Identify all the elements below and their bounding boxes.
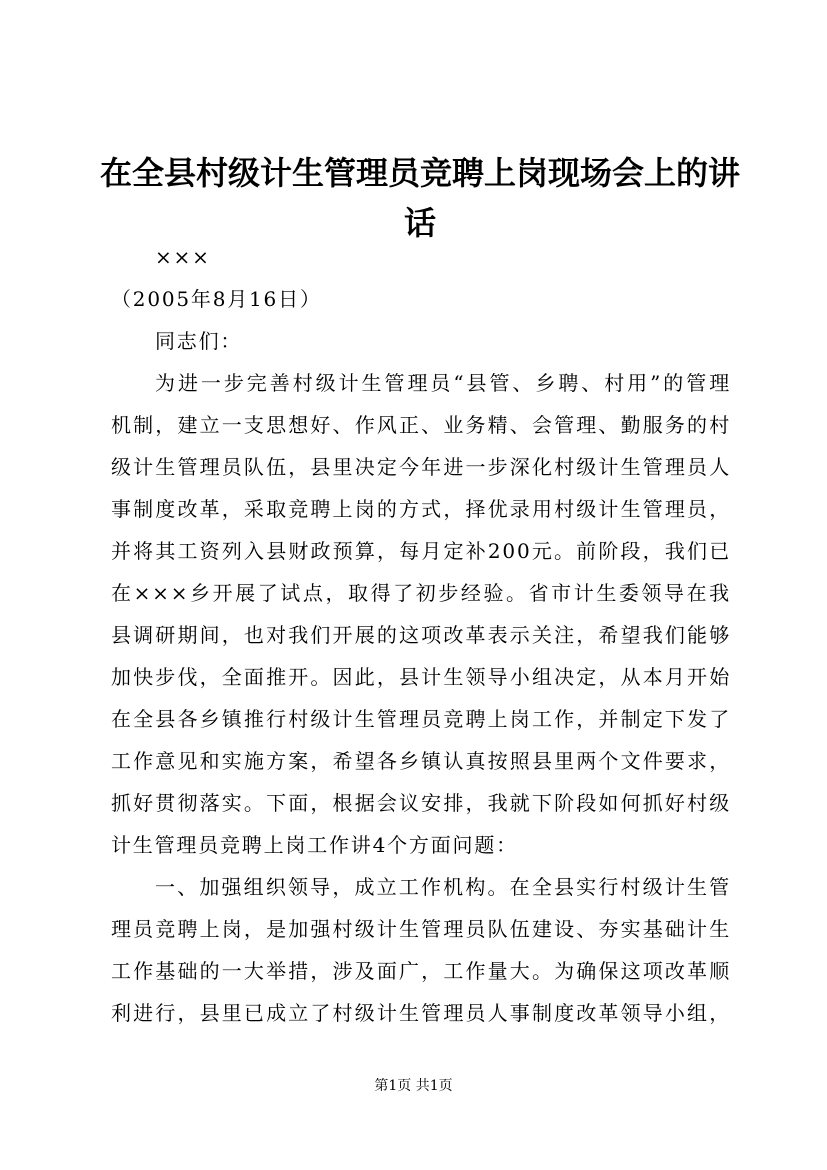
paragraph-line: 级计生管理员队伍，县里决定今年进一步深化村级计生管理员人	[111, 455, 731, 479]
paragraph-line: 并将其工资列入县财政预算，每月定补200元。前阶段，我们已	[111, 539, 731, 563]
page-footer	[0, 1076, 827, 1096]
paragraph-line: 加快步伐，全面推开。因此，县计生领导小组决定，从本月开始	[111, 665, 731, 689]
paragraph-line: 利进行，县里已成立了村级计生管理员人事制度改革领导小组，	[111, 1001, 731, 1025]
paragraph-line: 一、加强组织领导，成立工作机构。在全县实行村级计生管	[155, 875, 731, 899]
paragraph-line: 在全县各乡镇推行村级计生管理员竞聘上岗工作，并制定下发了	[111, 707, 731, 731]
date-line: （2005年8月16日）	[111, 287, 322, 311]
author-line: ×××	[155, 245, 211, 269]
salutation-line: 同志们：	[155, 329, 243, 353]
paragraph-2	[111, 866, 731, 1034]
paragraph-line: 事制度改革，采取竞聘上岗的方式，择优录用村级计生管理员，	[111, 497, 731, 521]
document-title	[100, 148, 740, 248]
paragraph-1	[111, 362, 731, 866]
paragraph-line: 为进一步完善村级计生管理员“县管、乡聘、村用”的管理	[155, 371, 731, 395]
paragraph-line: 机制，建立一支思想好、作风正、业务精、会管理、勤服务的村	[111, 413, 731, 437]
page-number-label: 第1页 共1页	[374, 1078, 453, 1094]
paragraph-line: 工作基础的一大举措，涉及面广，工作量大。为确保这项改革顺	[111, 959, 731, 983]
paragraph-line: 抓好贯彻落实。下面，根据会议安排，我就下阶段如何抓好村级	[111, 791, 731, 815]
paragraph-line: 工作意见和实施方案，希望各乡镇认真按照县里两个文件要求，	[111, 749, 731, 773]
paragraph-line: 理员竞聘上岗，是加强村级计生管理员队伍建设、夯实基础计生	[111, 917, 731, 941]
document-body	[111, 236, 731, 1034]
paragraph-line: 县调研期间，也对我们开展的这项改革表示关注，希望我们能够	[111, 623, 731, 647]
document-title-text: 在全县村级计生管理员竞聘上岗现场会上的讲话	[100, 154, 741, 242]
paragraph-line-last: 计生管理员竞聘上岗工作讲4个方面问题：	[111, 833, 518, 857]
paragraph-line: 在×××乡开展了试点，取得了初步经验。省市计生委领导在我	[111, 581, 731, 605]
